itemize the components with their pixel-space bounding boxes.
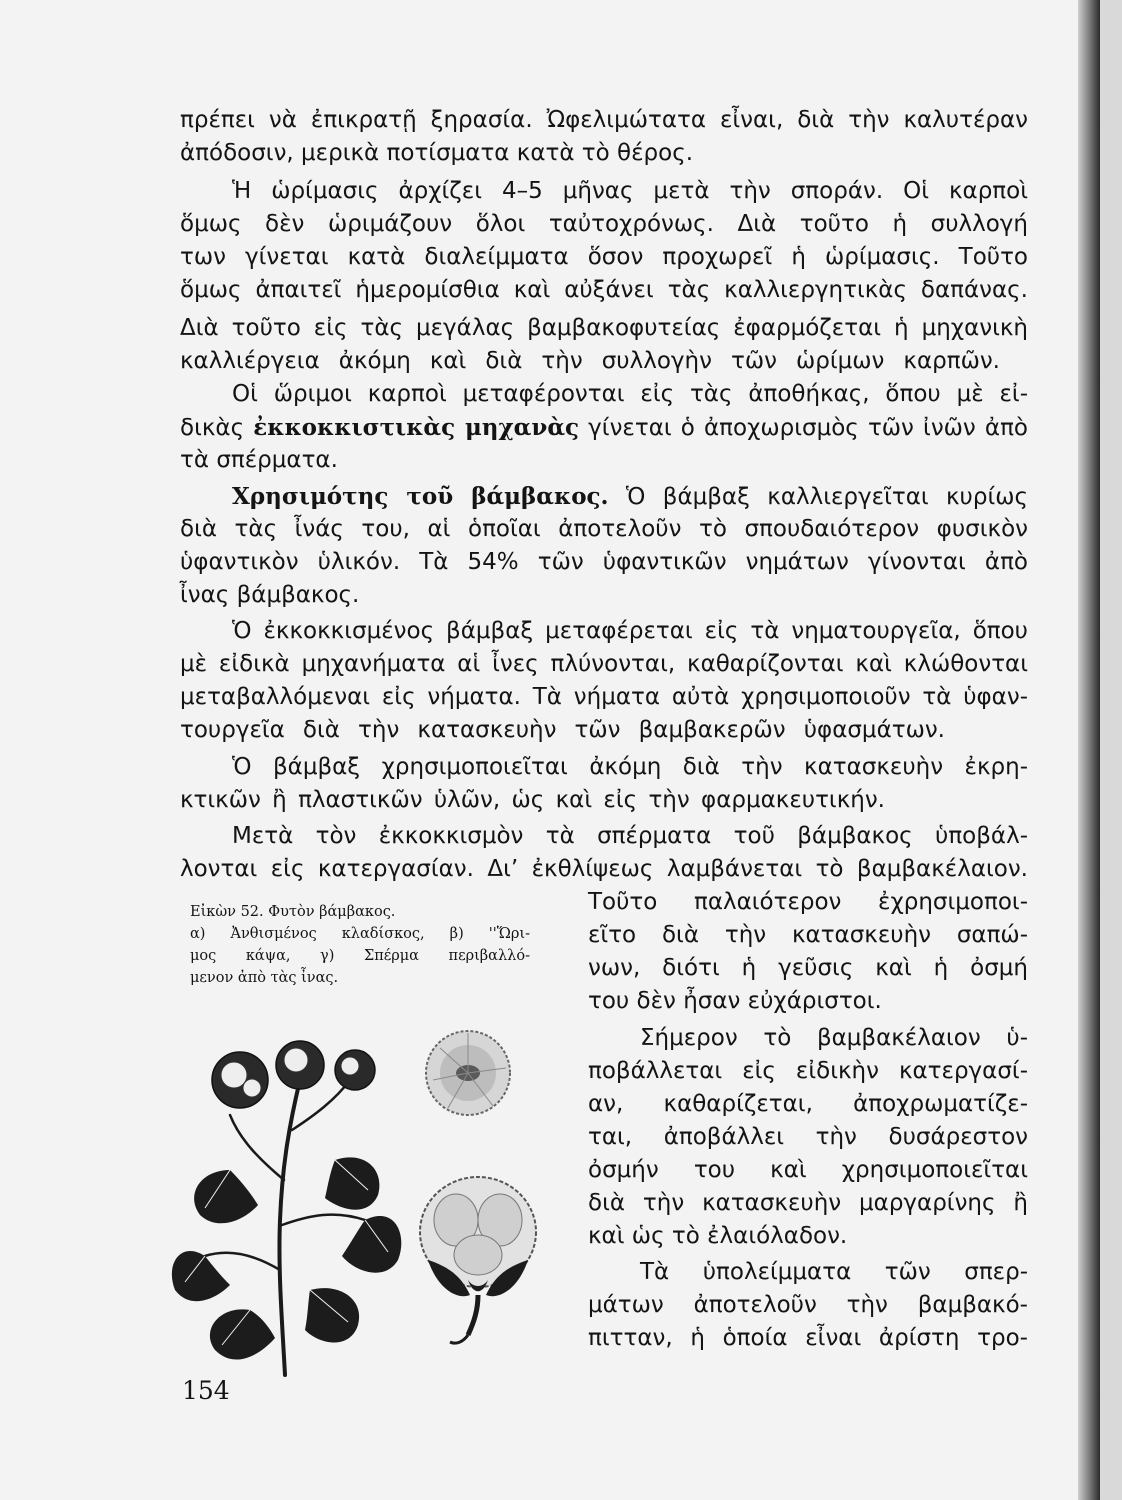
open-cotton-boll-illustration [408,1160,548,1360]
text-line: Οἱ ὥριμοι καρποὶ μεταφέρονται εἰς τὰς ἀποθήκας, ὅπου μὲ εἰ- [232,381,1028,407]
text-line-mixed [180,411,1028,445]
text-line: πρέπει νὰ ἐπικρατῇ ξηρασία. Ὠφελιμώτατα εἶναι, διὰ τὴν καλυτέραν [180,107,1028,133]
text-line: ὅμως δὲν ὡριμάζουν ὅλοι ταὐτοχρόνως. Διὰ τοῦτο ἡ συλλογή [180,211,1028,237]
column-line: καὶ ὡς τὸ ἐλαιόλαδον. [588,1223,848,1249]
figure-caption-line: α) Ἀνθισμένος κλαδίσκος, β) ''Ὥρι- [190,926,530,942]
text-line: καλλιέργεια ἀκόμη καὶ διὰ τὴν συλλογὴν τῶν ὡρίμων καρπῶν. [180,348,1000,374]
section-heading: Χρησιμότης τοῦ βάμβακος. [232,483,609,510]
seed-with-fibres-illustration [418,1018,518,1128]
column-line: διὰ τὴν κατασκευὴν μαργαρίνης ἢ [588,1190,1028,1216]
column-line: νων, διότι ἡ γεῦσις καὶ ἡ ὀσμή [588,955,1028,981]
text-line: μεταβαλλόμεναι εἰς νήματα. Τὰ νήματα αὐτὰ χρησιμοποιοῦν τὰ ὑφαν- [180,684,1028,710]
text-line: ἶνας βάμβακος. [180,582,360,608]
cotton-branch-illustration [160,1020,410,1380]
column-line: ποβάλλεται εἰς εἰδικὴν κατεργασί- [588,1058,1028,1084]
text-line: ὅμως ἀπαιτεῖ ἡμερομίσθια καὶ αὐξάνει τὰς καλλιεργητικὰς δαπάνας. [180,277,1028,303]
text-line: τουργεῖα διὰ τὴν κατασκευὴν τῶν βαμβακερῶν ὑφασμάτων. [180,717,945,743]
column-line: αν, καθαρίζεται, ἀποχρωματίζε- [588,1091,1028,1117]
text-line: Διὰ τοῦτο εἰς τὰς μεγάλας βαμβακοφυτείας ἐφαρμόζεται ἡ μηχανικὴ [180,315,1028,341]
text-line: μὲ εἰδικὰ μηχανήματα αἱ ἶνες πλύνονται, καθαρίζονται καὶ κλώθονται [180,651,1028,677]
column-line: πιτταν, ἡ ὁποία εἶναι ἀρίστη τρο- [588,1325,1028,1351]
page-number: 154 [182,1376,230,1405]
column-line: μάτων ἀποτελοῦν τὴν βαμβακό- [588,1292,1028,1318]
text-line: των γίνεται κατὰ διαλείμματα ὅσον προχωρεῖ ἡ ὡρίμασις. Τοῦτο [180,244,1028,270]
column-line: του δὲν ἦσαν εὐχάριστοι. [588,988,882,1014]
text-line: τὰ σπέρματα. [180,447,338,473]
figure-caption-title: Εἰκὼν 52. Φυτὸν βάμβακος. [190,904,396,920]
text-line: λονται εἰς κατεργασίαν. Δι’ ἐκθλίψεως λαμβάνεται τὸ βαμβακέλαιον. [180,856,1028,882]
section-heading-line [232,480,1028,514]
text-run: Ὁ βάμβαξ καλλιεργεῖται κυρίως [608,484,1028,510]
text-line: Ἡ ὡρίμασις ἀρχίζει 4–5 μῆνας μετὰ τὴν σποράν. Οἱ καρποὶ [232,178,1028,204]
text-line: Ὁ βάμβαξ χρησιμοποιεῖται ἀκόμη διὰ τὴν κατασκευὴν ἐκρη- [232,754,1028,780]
figure-caption-line: μενον ἀπὸ τὰς ἶνας. [190,970,339,986]
page-edge-shadow [1078,0,1100,1500]
text-run: γίνεται ὁ ἀποχωρισμὸς τῶν ἰνῶν ἀπὸ [579,415,1029,441]
text-line: Μετὰ τὸν ἐκκοκκισμὸν τὰ σπέρματα τοῦ βάμβακος ὑποβάλ- [232,823,1028,849]
column-line: Σήμερον τὸ βαμβακέλαιον ὑ- [640,1025,1028,1051]
column-line: Τοῦτο παλαιότερον ἐχρησιμοποι- [588,889,1028,915]
column-line: εῖτο διὰ τὴν κατασκευὴν σαπώ- [588,922,1028,948]
text-line: ἀπόδοσιν, μερικὰ ποτίσματα κατὰ τὸ θέρος. [180,140,694,166]
column-line: Τὰ ὑπολείμματα τῶν σπερ- [640,1259,1028,1285]
text-line: κτικῶν ἢ πλαστικῶν ὑλῶν, ὡς καὶ εἰς τὴν φαρμακευτικήν. [180,787,885,813]
text-line: Ὁ ἐκκοκκισμένος βάμβαξ μεταφέρεται εἰς τὰ νηματουργεῖα, ὅπου [232,618,1028,644]
text-line: ὑφαντικὸν ὑλικόν. Τὰ 54% τῶν ὑφαντικῶν νημάτων γίνονται ἀπὸ [180,549,1028,575]
figure-caption-line: μος κάψα, γ) Σπέρμα περιβαλλό- [190,948,530,964]
bold-term: ἐκκοκκιστικὰς μηχανὰς [253,414,580,441]
column-line: ὀσμήν του καὶ χρησιμοποιεῖται [588,1157,1028,1183]
column-line: ται, ἀποβάλλει τὴν δυσάρεστον [588,1124,1028,1150]
text-line: διὰ τὰς ἶνάς του, αἱ ὁποῖαι ἀποτελοῦν τὸ σπουδαιότερον φυσικὸν [180,516,1028,542]
text-run: δικὰς [180,415,254,441]
